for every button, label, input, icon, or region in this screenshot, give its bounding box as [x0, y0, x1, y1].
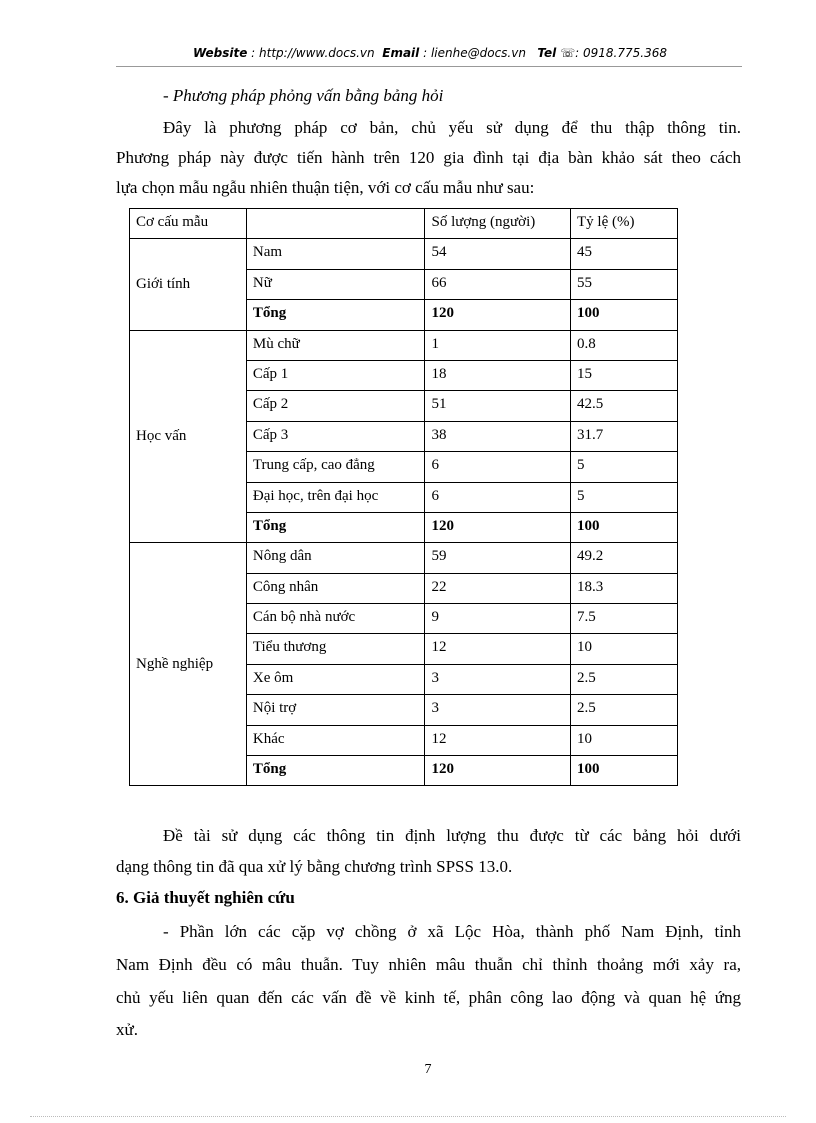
count-cell: 12 [425, 634, 571, 664]
percent-cell: 100 [571, 300, 678, 330]
count-cell: 3 [425, 695, 571, 725]
percent-cell: 2.5 [571, 695, 678, 725]
paragraph-3-line-4: xử. [116, 1020, 138, 1039]
footer-divider [30, 1116, 786, 1117]
percent-cell: 2.5 [571, 664, 678, 694]
percent-cell: 5 [571, 482, 678, 512]
header-divider [116, 66, 742, 67]
percent-cell: 100 [571, 512, 678, 542]
count-cell: 59 [425, 543, 571, 573]
count-cell: 66 [425, 269, 571, 299]
paragraph-3-line-1: - Phần lớn các cặp vợ chồng ở xã Lộc Hòa, thành phố Nam Định, tỉnh [163, 922, 741, 941]
paragraph-1-line-2: Phương pháp này được tiến hành trên 120 gia đình tại địa bàn khảo sát theo cách [116, 148, 741, 167]
count-cell: 120 [425, 300, 571, 330]
row-label-cell: Khác [246, 725, 425, 755]
group-name-cell: Giới tính [130, 239, 247, 330]
row-label-cell: Nông dân [246, 543, 425, 573]
website-value: : http://www.docs.vn [251, 46, 375, 60]
count-cell: 54 [425, 239, 571, 269]
percent-cell: 45 [571, 239, 678, 269]
email-label: Email [382, 46, 420, 60]
count-cell: 22 [425, 573, 571, 603]
table-row [130, 330, 678, 360]
group-name-cell: Nghề nghiệp [130, 543, 247, 786]
row-label-cell: Nữ [246, 269, 425, 299]
row-label-cell: Tổng [246, 512, 425, 542]
percent-cell: 15 [571, 360, 678, 390]
header-cell: Số lượng (người) [425, 209, 571, 239]
percent-cell: 7.5 [571, 604, 678, 634]
page-number: 7 [424, 1062, 432, 1077]
row-label-cell: Nội trợ [246, 695, 425, 725]
phone-icon: ☏ [560, 46, 576, 60]
percent-cell: 55 [571, 269, 678, 299]
percent-cell: 5 [571, 452, 678, 482]
count-cell: 1 [425, 330, 571, 360]
table-header-row [130, 209, 678, 239]
count-cell: 51 [425, 391, 571, 421]
page-header [120, 46, 740, 60]
paragraph-3-line-3: chủ yếu liên quan đến các vấn đề về kinh tế, phân công lao động và quan hệ ứng [116, 988, 741, 1007]
row-label-cell: Cấp 3 [246, 421, 425, 451]
table-row [130, 239, 678, 269]
percent-cell: 10 [571, 725, 678, 755]
paragraph-2-line-1: Đề tài sử dụng các thông tin định lượng thu được từ các bảng hỏi dưới [163, 826, 741, 845]
count-cell: 9 [425, 604, 571, 634]
section-heading: 6. Giả thuyết nghiên cứu [116, 888, 295, 907]
percent-cell: 18.3 [571, 573, 678, 603]
table-row [130, 543, 678, 573]
percent-cell: 31.7 [571, 421, 678, 451]
header-cell: Cơ cấu mẫu [130, 209, 247, 239]
header-cell: Tỷ lệ (%) [571, 209, 678, 239]
row-label-cell: Tổng [246, 300, 425, 330]
website-label: Website [193, 46, 248, 60]
paragraph-3-line-2: Nam Định đều có mâu thuẫn. Tuy nhiên mâu thuẫn chỉ thỉnh thoảng mới xảy ra, [116, 955, 741, 974]
count-cell: 120 [425, 512, 571, 542]
count-cell: 12 [425, 725, 571, 755]
percent-cell: 100 [571, 756, 678, 786]
row-label-cell: Đại học, trên đại học [246, 482, 425, 512]
count-cell: 18 [425, 360, 571, 390]
percent-cell: 42.5 [571, 391, 678, 421]
email-value: : lienhe@docs.vn [423, 46, 526, 60]
percent-cell: 49.2 [571, 543, 678, 573]
row-label-cell: Tiểu thương [246, 634, 425, 664]
percent-cell: 0.8 [571, 330, 678, 360]
row-label-cell: Nam [246, 239, 425, 269]
count-cell: 6 [425, 482, 571, 512]
row-label-cell: Cấp 2 [246, 391, 425, 421]
percent-cell: 10 [571, 634, 678, 664]
group-name-cell: Học vấn [130, 330, 247, 543]
header-cell [246, 209, 425, 239]
paragraph-2-line-2: dạng thông tin đã qua xử lý bằng chương trình SPSS 13.0. [116, 857, 513, 876]
paragraph-1-line-1: Đây là phương pháp cơ bản, chủ yếu sử dụng để thu thập thông tin. [163, 118, 741, 137]
row-label-cell: Mù chữ [246, 330, 425, 360]
row-label-cell: Công nhân [246, 573, 425, 603]
row-label-cell: Tổng [246, 756, 425, 786]
sample-structure-table [129, 208, 678, 786]
method-heading: - Phương pháp phỏng vấn bằng bảng hỏi [163, 86, 444, 105]
count-cell: 3 [425, 664, 571, 694]
row-label-cell: Cán bộ nhà nước [246, 604, 425, 634]
count-cell: 6 [425, 452, 571, 482]
paragraph-1-line-3: lựa chọn mẫu ngẫu nhiên thuận tiện, với cơ cấu mẫu như sau: [116, 178, 535, 197]
count-cell: 120 [425, 756, 571, 786]
tel-label: Tel [537, 46, 557, 60]
row-label-cell: Trung cấp, cao đẳng [246, 452, 425, 482]
tel-value: : 0918.775.368 [575, 46, 667, 60]
count-cell: 38 [425, 421, 571, 451]
row-label-cell: Cấp 1 [246, 360, 425, 390]
row-label-cell: Xe ôm [246, 664, 425, 694]
